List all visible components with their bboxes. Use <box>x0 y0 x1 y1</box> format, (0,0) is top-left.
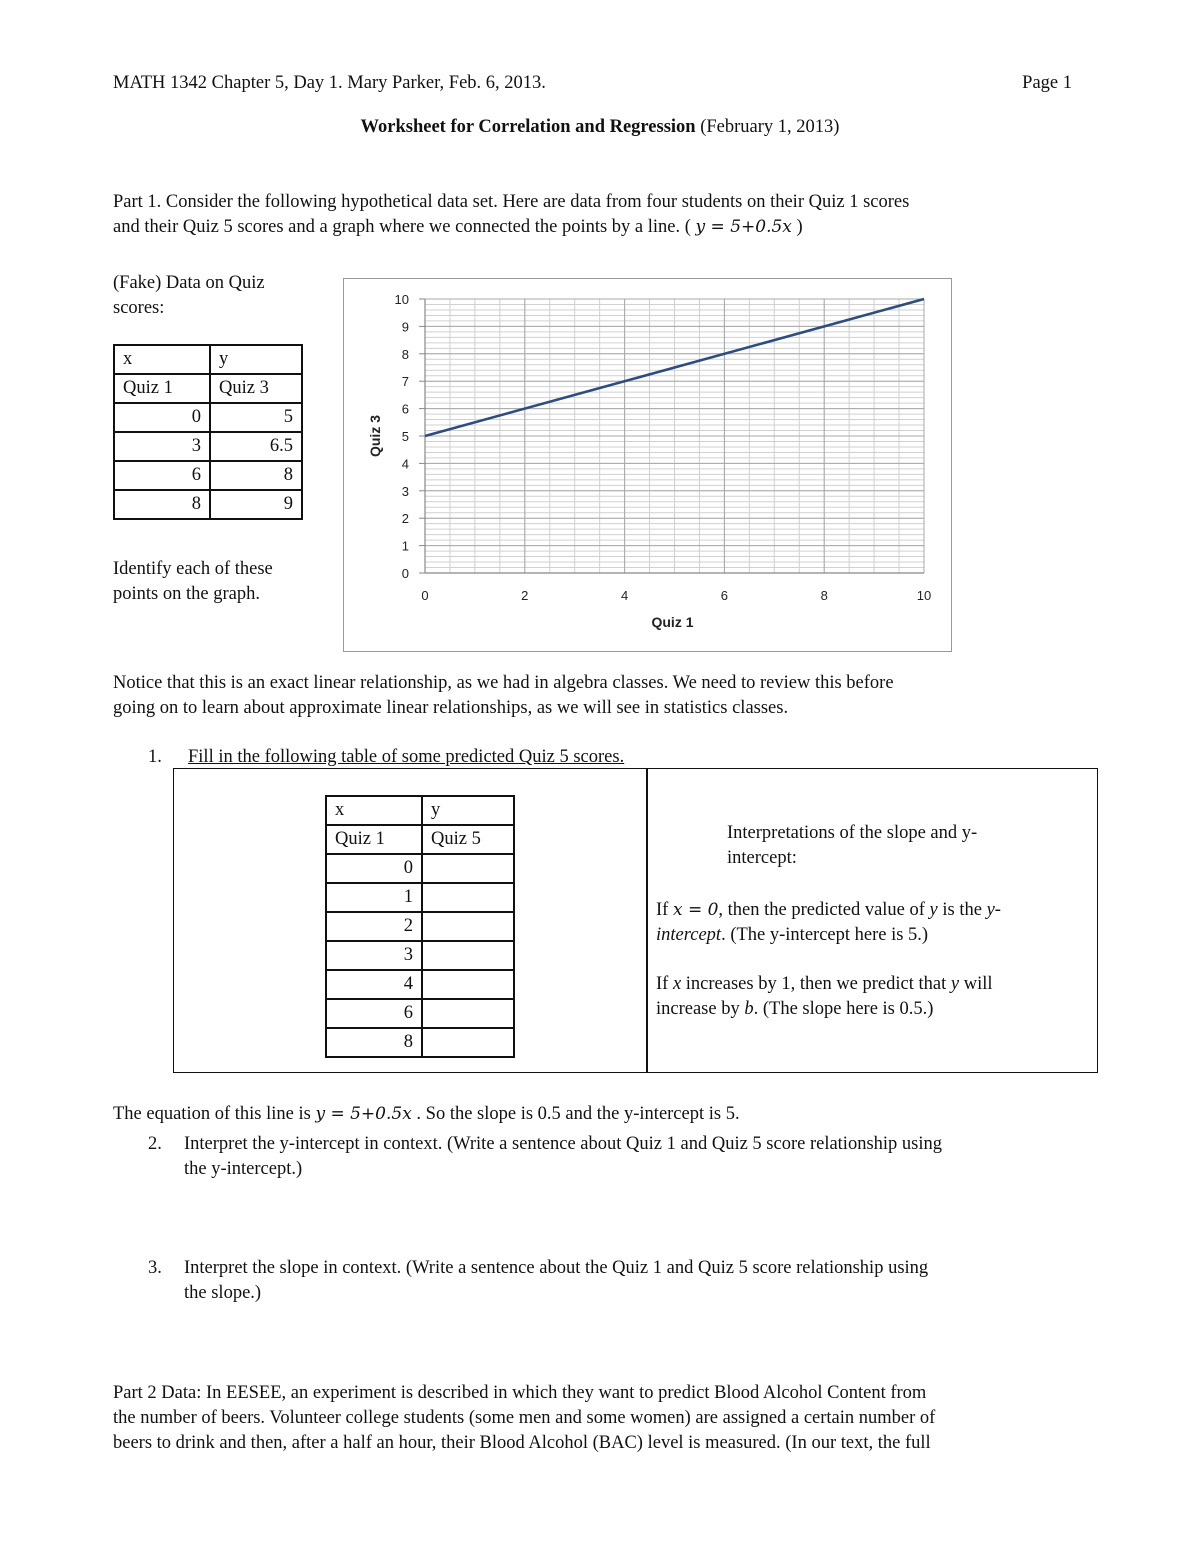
text-run: x <box>672 974 682 994</box>
interp-title-1: Interpretations of the slope and y- <box>727 823 978 843</box>
table-cell: 5 <box>210 403 302 432</box>
interp-title-2: intercept: <box>727 848 797 868</box>
chart-frame <box>343 278 952 652</box>
notice-line1: Notice that this is an exact linear relationship, as we had in algebra classes. We need to review this before <box>113 673 894 693</box>
text-run: b <box>744 999 754 1019</box>
y-tick-label: 10 <box>394 292 409 307</box>
fake-data-caption-1: (Fake) Data on Quiz <box>113 273 265 293</box>
text-run: If <box>656 900 673 920</box>
table-row <box>114 432 302 461</box>
math-run: x = 0 <box>672 900 719 920</box>
q3-line2: the slope.) <box>184 1283 262 1303</box>
q1-number: 1. <box>148 747 162 767</box>
table-row <box>114 345 302 374</box>
y-tick-label: 2 <box>401 511 409 527</box>
table-cell: 6.5 <box>210 432 302 461</box>
text-run: is the <box>937 900 987 920</box>
table-cell: 8 <box>210 461 302 490</box>
text-run: will <box>959 974 993 994</box>
answer-cell[interactable] <box>422 970 514 999</box>
interp-slope-line2 <box>656 997 933 1022</box>
table-cell: 8 <box>326 1028 422 1057</box>
text-run: intercept <box>656 925 722 945</box>
table-cell: 6 <box>326 999 422 1028</box>
table-row <box>326 825 514 854</box>
table-row <box>326 796 514 825</box>
interp-slope-line1 <box>656 972 993 997</box>
fake-data-caption-2: scores: <box>113 298 165 318</box>
table-row <box>326 883 514 912</box>
q2-number: 2. <box>148 1134 162 1154</box>
page-title <box>0 115 1200 140</box>
table-cell: Quiz 5 <box>422 825 514 854</box>
y-tick-label: 6 <box>401 401 409 417</box>
part2-line2: the number of beers. Volunteer college students (some men and some women) are assigned a certain number of <box>113 1408 936 1428</box>
part1-line2 <box>113 215 803 240</box>
part1-line1: Part 1. Consider the following hypothetical data set. Here are data from four students on their Quiz 1 scores <box>113 192 910 212</box>
table-cell: 2 <box>326 912 422 941</box>
part2-line3: beers to drink and then, after a half an hour, their Blood Alcohol (BAC) level is measured. (In our text, the full <box>113 1433 931 1453</box>
table-row <box>326 999 514 1028</box>
x-tick-label: 10 <box>916 588 932 603</box>
table-cell: x <box>326 796 422 825</box>
table-row <box>326 854 514 883</box>
table-cell: 3 <box>326 941 422 970</box>
predicted-table <box>325 795 515 1058</box>
q3-number: 3. <box>148 1258 162 1278</box>
table-cell: 3 <box>114 432 210 461</box>
table-cell: y <box>422 796 514 825</box>
title-date: (February 1, 2013) <box>695 117 840 137</box>
table-cell: x <box>114 345 210 374</box>
identify-text-1: Identify each of these <box>113 559 273 579</box>
table-cell: y <box>210 345 302 374</box>
table-cell: 0 <box>114 403 210 432</box>
text-run: increase by <box>656 999 745 1019</box>
text-run: . (The y-intercept here is 5.) <box>721 925 929 945</box>
answer-cell[interactable] <box>422 854 514 883</box>
interp-intercept-line2 <box>656 923 928 948</box>
equation-sentence <box>113 1102 740 1127</box>
table-row <box>114 403 302 432</box>
text-run: . So the slope is 0.5 and the y-intercept is 5. <box>411 1104 740 1124</box>
part1-line2-text: and their Quiz 5 scores and a graph where we connected the points by a line. ( <box>113 217 691 237</box>
table-cell: 8 <box>114 490 210 519</box>
text-run: y- <box>986 900 1001 920</box>
q2-line2: the y-intercept.) <box>184 1159 303 1179</box>
text-run: y <box>950 974 960 994</box>
text-run: increases by 1, then we predict that <box>681 974 951 994</box>
x-tick-label: 0 <box>421 588 429 603</box>
text-run: If <box>656 974 673 994</box>
part2-line1: Part 2 Data: In EESEE, an experiment is described in which they want to predict Blood Alcohol Content from <box>113 1383 927 1403</box>
table-cell: Quiz 1 <box>114 374 210 403</box>
y-tick-label: 0 <box>401 566 409 581</box>
y-axis-label: Quiz 3 <box>367 414 383 458</box>
answer-cell[interactable] <box>422 883 514 912</box>
table-cell: 1 <box>326 883 422 912</box>
part1-equation: y = 5+0.5x <box>695 217 792 237</box>
table-cell: Quiz 1 <box>326 825 422 854</box>
page-number: Page 1 <box>1022 73 1072 93</box>
x-tick-label: 2 <box>521 588 529 603</box>
text-run: y <box>929 900 938 920</box>
identify-text-2: points on the graph. <box>113 584 260 604</box>
table-cell: 4 <box>326 970 422 999</box>
text-run: , then the predicted value of <box>718 900 930 920</box>
fake-data-table <box>113 344 303 520</box>
table-cell: 9 <box>210 490 302 519</box>
x-axis-label: Quiz 1 <box>651 614 694 630</box>
q2-line1: Interpret the y-intercept in context. (Write a sentence about Quiz 1 and Quiz 5 score relationship using <box>184 1134 943 1154</box>
table-cell: 0 <box>326 854 422 883</box>
table-row <box>114 374 302 403</box>
y-tick-label: 4 <box>401 456 409 472</box>
notice-line2: going on to learn about approximate linear relationships, as we will see in statistics classes. <box>113 698 789 718</box>
text-run: The equation of this line is <box>113 1104 316 1124</box>
table-cell: 6 <box>114 461 210 490</box>
q1-text: Fill in the following table of some predicted Quiz 5 scores. <box>188 747 625 767</box>
equation-math: y = 5+0.5x <box>315 1104 412 1124</box>
answer-cell[interactable] <box>422 912 514 941</box>
q3-line1: Interpret the slope in context. (Write a sentence about the Quiz 1 and Quiz 5 score relationship using <box>184 1258 929 1278</box>
answer-cell[interactable] <box>422 941 514 970</box>
table-cell: Quiz 3 <box>210 374 302 403</box>
q1-box-divider <box>646 768 648 1073</box>
answer-cell[interactable] <box>422 999 514 1028</box>
part1-close: ) <box>796 217 803 237</box>
table-row <box>326 1028 514 1057</box>
y-tick-label: 8 <box>401 346 409 362</box>
text-run: . (The slope here is 0.5.) <box>753 999 934 1019</box>
y-tick-label: 5 <box>401 429 409 444</box>
table-row <box>326 941 514 970</box>
table-row <box>326 970 514 999</box>
y-tick-label: 9 <box>401 319 409 335</box>
x-tick-label: 8 <box>820 588 828 603</box>
x-tick-label: 6 <box>720 588 729 603</box>
table-row <box>114 490 302 519</box>
interp-intercept-line1 <box>656 898 1001 923</box>
answer-cell[interactable] <box>422 1028 514 1057</box>
y-tick-label: 7 <box>401 374 409 390</box>
title-bold: Worksheet for Correlation and Regression <box>360 117 696 137</box>
x-tick-label: 4 <box>620 588 629 603</box>
line-chart <box>344 279 950 650</box>
y-tick-label: 3 <box>401 483 409 499</box>
y-tick-label: 1 <box>401 538 409 554</box>
page-header: MATH 1342 Chapter 5, Day 1. Mary Parker, Feb. 6, 2013. <box>113 73 546 93</box>
table-row <box>326 912 514 941</box>
table-row <box>114 461 302 490</box>
